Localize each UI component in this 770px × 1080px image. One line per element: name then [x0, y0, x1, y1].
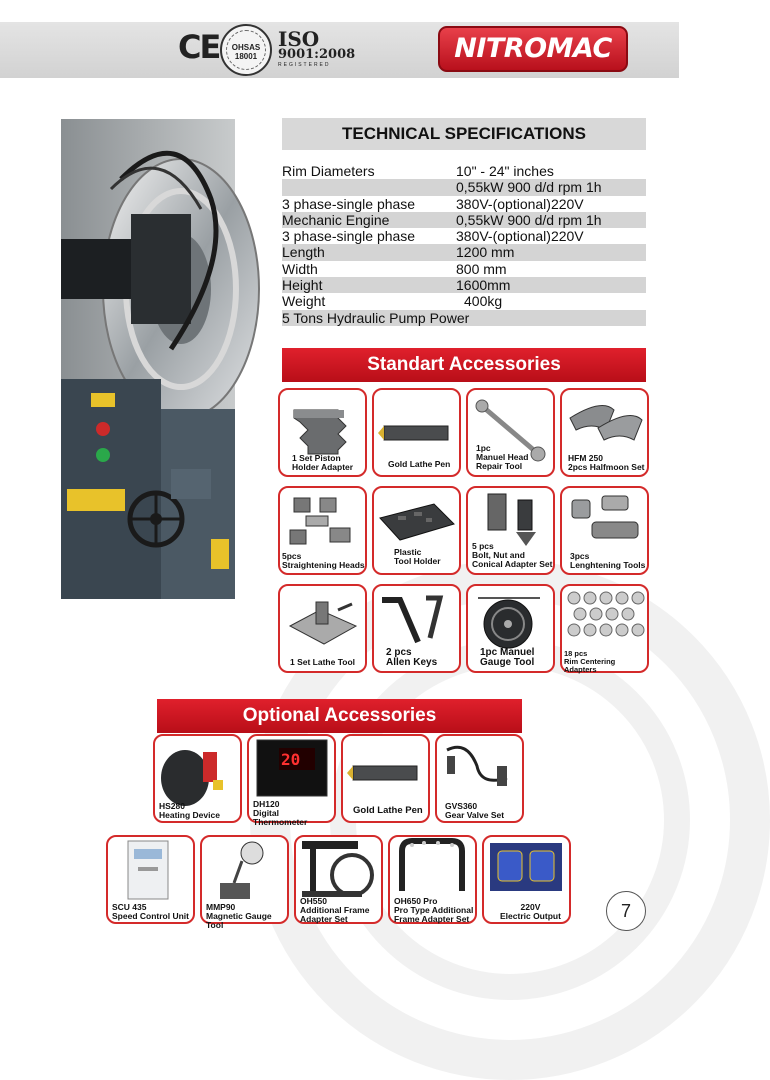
spec-key: 3 phase-single phase [282, 228, 416, 245]
iso-year: 9001:2008 [278, 47, 356, 62]
label-line: Allen Keys [386, 657, 438, 668]
card-digital-thermometer [247, 734, 336, 827]
spec-value: 0,55kW 900 d/d rpm 1h [456, 211, 602, 228]
spec-value: 0,55kW 900 d/d rpm 1h [456, 179, 602, 196]
label-line: MMP90 [206, 902, 236, 912]
card-gold-lathe-pen [372, 388, 461, 477]
spec-value: 10" - 24" inches [456, 163, 554, 179]
card-speed-control-unit [106, 835, 195, 924]
label-line: Electric Output [500, 911, 561, 921]
label-line: Magnetic Gauge Tool [206, 911, 272, 930]
card-conical-adapter-set [466, 486, 555, 575]
spec-key: Rim Diameters [282, 163, 375, 179]
spec-value: 800 mm [456, 260, 507, 277]
label-line: 220V [520, 902, 541, 912]
spec-row [282, 310, 646, 326]
spec-key: Height [282, 277, 323, 294]
spec-row [282, 261, 646, 277]
card-lathe-tool-set [278, 584, 367, 673]
card-halfmoon-set [560, 388, 649, 477]
card-piston-holder [278, 388, 367, 477]
spec-value: 380V-(optional)220V [456, 195, 584, 212]
label-line: HFM 250 [568, 453, 603, 463]
label-line: Gold Lathe Pen [353, 805, 423, 816]
spec-title: TECHNICAL SPECIFICATIONS [282, 118, 646, 150]
card-electric-output [482, 835, 571, 924]
label-line: 5pcs [282, 551, 302, 561]
label-line: DH120 [253, 799, 280, 809]
spec-key [282, 179, 456, 195]
machine-illustration [61, 119, 235, 599]
spec-value: 400kg [464, 293, 503, 310]
spec-key: Weight [282, 293, 326, 310]
spec-key: 5 Tons Hydraulic Pump Power [282, 309, 470, 326]
spec-value: 380V-(optional)220V [456, 228, 584, 245]
card-gear-valve-set [435, 734, 524, 823]
standard-accessories-banner: Standart Accessories [282, 348, 646, 382]
iso-badge [278, 27, 356, 69]
label-line: 3pcs [570, 551, 590, 561]
label-line: Manuel Head [476, 452, 529, 462]
label-line: 18 pcs [564, 649, 588, 658]
spec-key: Width [282, 260, 318, 277]
iso-main: ISO [278, 27, 320, 51]
label-line: Rim Centering Adapters [564, 657, 616, 674]
card-plastic-tool-holder [372, 486, 461, 575]
ce-mark: CE [178, 28, 220, 66]
spec-key: 3 phase-single phase [282, 195, 416, 212]
card-gauge-tool [466, 584, 555, 673]
ohsas-label: OHSAS 18001 [231, 43, 261, 61]
machine-photo [61, 119, 235, 599]
label-line: Adapter Set [300, 914, 348, 924]
spec-row [282, 228, 646, 244]
spec-key: Mechanic Engine [282, 211, 390, 228]
label-line: Plastic [394, 547, 422, 557]
label-line: Gauge Tool [480, 657, 535, 668]
spec-value: 1600mm [456, 277, 511, 294]
card-magnetic-gauge-tool [200, 835, 289, 930]
label-line: HS280 [159, 801, 185, 811]
spec-row [282, 277, 646, 293]
spec-row [282, 196, 646, 212]
label-line: SCU 435 [112, 902, 147, 912]
label-line: Speed Control Unit [112, 911, 189, 921]
card-oh550-frame-adapter [294, 835, 383, 924]
card-heating-device [153, 734, 242, 823]
label-line: OH550 [300, 896, 327, 906]
label-line: Gear Valve Set [445, 810, 505, 820]
label-line: Straightening Heads [282, 560, 365, 570]
label-line: Gold Lathe Pen [388, 459, 451, 469]
label-line: Additional Frame [300, 905, 370, 915]
spec-table [282, 163, 646, 326]
label-line: Bolt, Nut and [472, 550, 525, 560]
spec-key: Length [282, 244, 325, 261]
card-straightening-heads [278, 486, 367, 575]
card-oh650-pro-frame-adapter [388, 835, 477, 924]
spec-value: 1200 mm [456, 244, 515, 261]
label-line: OH650 Pro [394, 896, 438, 906]
spec-row [282, 179, 646, 195]
label-line: Digital Thermometer [253, 808, 308, 827]
label-line: Holder Adapter [292, 462, 354, 472]
ohsas-ring-icon [226, 30, 266, 70]
label-line: 2 pcs [386, 647, 412, 658]
label-line: 1pc Manuel [480, 647, 535, 658]
card-lengthening-tools [560, 486, 649, 575]
page-number: 7 [606, 891, 646, 931]
label-line: 1 Set Lathe Tool [290, 657, 356, 667]
thermometer-readout: 20 [281, 750, 301, 769]
label-line: 1pc [476, 443, 491, 453]
card-allen-keys [372, 584, 461, 673]
spec-row [282, 293, 646, 309]
label-line: Heating Device [159, 810, 220, 820]
spec-row [282, 244, 646, 260]
label-line: Repair Tool [476, 461, 523, 471]
label-line: Tool Holder [394, 556, 441, 566]
label-line: 1 Set Piston [292, 453, 341, 463]
spec-row [282, 212, 646, 228]
header-bar [0, 22, 679, 78]
card-head-repair-tool [466, 388, 555, 477]
label-line: 2pcs Halfmoon Set [568, 462, 645, 472]
card-rim-centering-adapters [560, 584, 649, 673]
iso-registered: REGISTERED [278, 62, 331, 68]
optional-accessories-banner: Optional Accessories [157, 699, 522, 733]
ohsas-badge [220, 24, 272, 76]
label-line: Pro Type Additional [394, 905, 474, 915]
label-line: Frame Adapter Set [394, 914, 470, 924]
brand-logo: NITROMAC [438, 26, 628, 72]
spec-row [282, 163, 646, 179]
label-line: 5 pcs [472, 541, 494, 551]
label-line: GVS360 [445, 801, 478, 811]
label-line: Lenghtening Tools [570, 560, 646, 570]
card-gold-lathe-pen-optional [341, 734, 430, 823]
label-line: Conical Adapter Set [472, 559, 553, 569]
